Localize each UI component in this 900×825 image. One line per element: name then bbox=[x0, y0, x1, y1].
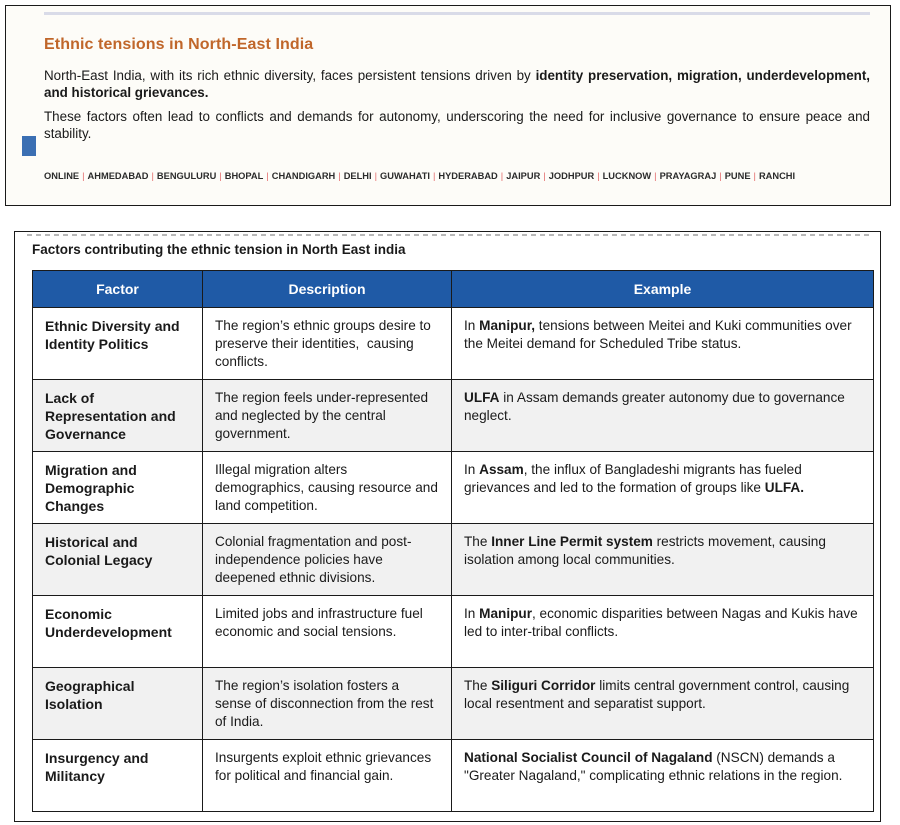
intro-paragraph bbox=[44, 67, 870, 101]
example-bold-text: Siliguri Corridor bbox=[491, 678, 596, 693]
intro-text: North-East India, with its rich ethnic diversity, faces persistent tensions driven by bbox=[44, 68, 536, 83]
city-separator: | bbox=[266, 171, 269, 181]
example-text: In bbox=[464, 462, 480, 477]
city-separator: | bbox=[597, 171, 600, 181]
intro-bold-text: identity preservation, migration, underdevelopment, and historical grievances. bbox=[44, 68, 871, 100]
city-item: BHOPAL bbox=[224, 171, 264, 181]
city-item: ONLINE bbox=[44, 171, 80, 181]
city-item: BENGULURU bbox=[156, 171, 217, 181]
city-item: HYDERABAD bbox=[438, 171, 498, 181]
description-cell: Illegal migration alters demographics, causing resource and land competition. bbox=[203, 452, 452, 524]
example-bold-text: Manipur, bbox=[479, 318, 536, 333]
example-cell bbox=[452, 596, 874, 668]
example-cell bbox=[452, 668, 874, 740]
summary-paragraph: These factors often lead to conflicts and demands for autonomy, underscoring the need for inclusive governance to ensure peace and stability. bbox=[44, 109, 870, 141]
table-row bbox=[33, 596, 874, 668]
example-bold-text: ULFA bbox=[464, 390, 500, 405]
city-item: JODHPUR bbox=[548, 171, 595, 181]
table-row bbox=[33, 308, 874, 380]
factor-cell: Historical and Colonial Legacy bbox=[33, 524, 203, 596]
example-text: In bbox=[464, 318, 480, 333]
description-cell: Colonial fragmentation and post-independence policies have deepened ethnic divisions. bbox=[203, 524, 452, 596]
header-factor: Factor bbox=[33, 271, 203, 308]
city-separator: | bbox=[500, 171, 504, 181]
factors-table bbox=[32, 270, 874, 812]
city-item: JAIPUR bbox=[506, 171, 541, 181]
side-marker bbox=[22, 136, 36, 156]
example-text: (NSCN) demands a "Greater Nagaland," complicating ethnic relations in the region. bbox=[464, 750, 843, 783]
factor-cell: Ethnic Diversity and Identity Politics bbox=[33, 308, 203, 380]
city-separator: | bbox=[753, 171, 756, 181]
example-bold-text: ULFA. bbox=[764, 480, 805, 495]
dotted-divider bbox=[27, 234, 872, 236]
table-title: Factors contributing the ethnic tension in North East india bbox=[32, 242, 406, 257]
city-item: DELHI bbox=[343, 171, 372, 181]
factor-cell: Migration and Demographic Changes bbox=[33, 452, 203, 524]
example-bold-text: Manipur bbox=[479, 606, 532, 621]
example-text: restricts movement, causing isolation among local communities. bbox=[464, 534, 826, 567]
description-cell: The region’s isolation fosters a sense of disconnection from the rest of India. bbox=[203, 668, 452, 740]
example-text: , the influx of Bangladeshi migrants has fueled grievances and led to the formation of groups like bbox=[464, 462, 802, 495]
example-bold-text: Inner Line Permit system bbox=[491, 534, 653, 549]
city-separator: | bbox=[432, 171, 436, 181]
example-text: The bbox=[464, 534, 492, 549]
example-text: In bbox=[464, 606, 480, 621]
city-item: LUCKNOW bbox=[602, 171, 652, 181]
example-cell bbox=[452, 308, 874, 380]
table-header-row bbox=[33, 271, 874, 308]
section-title: Ethnic tensions in North-East India bbox=[44, 36, 314, 53]
factor-cell: Economic Underdevelopment bbox=[33, 596, 203, 668]
table-row bbox=[33, 740, 874, 812]
city-separator: | bbox=[219, 171, 222, 181]
table-row bbox=[33, 668, 874, 740]
example-cell bbox=[452, 452, 874, 524]
description-cell: The region feels under-represented and neglected by the central government. bbox=[203, 380, 452, 452]
factor-cell: Lack of Representation and Governance bbox=[33, 380, 203, 452]
city-separator: | bbox=[151, 171, 154, 181]
city-separator: | bbox=[654, 171, 657, 181]
intro-panel bbox=[5, 5, 891, 206]
description-cell: Insurgents exploit ethnic grievances for political and financial gain. bbox=[203, 740, 452, 812]
example-text: in Assam demands greater autonomy due to governance neglect. bbox=[464, 390, 845, 423]
header-description: Description bbox=[203, 271, 452, 308]
table-panel bbox=[14, 231, 881, 822]
example-cell bbox=[452, 740, 874, 812]
city-item: AHMEDABAD bbox=[87, 171, 149, 181]
city-item: CHANDIGARH bbox=[271, 171, 336, 181]
table-row bbox=[33, 452, 874, 524]
example-cell bbox=[452, 380, 874, 452]
header-example: Example bbox=[452, 271, 874, 308]
factor-cell: Insurgency and Militancy bbox=[33, 740, 203, 812]
example-cell bbox=[452, 524, 874, 596]
city-list bbox=[44, 171, 874, 181]
city-separator: | bbox=[719, 171, 722, 181]
top-divider bbox=[44, 12, 870, 15]
example-bold-text: National Socialist Council of Nagaland bbox=[464, 750, 713, 765]
city-item: PRAYAGRAJ bbox=[659, 171, 717, 181]
city-separator: | bbox=[374, 171, 378, 181]
factor-cell: Geographical Isolation bbox=[33, 668, 203, 740]
city-item: RANCHI bbox=[758, 171, 796, 181]
table-row bbox=[33, 524, 874, 596]
example-bold-text: Assam bbox=[479, 462, 524, 477]
city-separator: | bbox=[543, 171, 546, 181]
description-cell: Limited jobs and infrastructure fuel economic and social tensions. bbox=[203, 596, 452, 668]
description-cell: The region’s ethnic groups desire to preserve their identities, causing conflicts. bbox=[203, 308, 452, 380]
city-separator: | bbox=[82, 171, 85, 181]
example-text: , economic disparities between Nagas and Kukis have led to inter-tribal conflicts. bbox=[464, 606, 858, 639]
city-separator: | bbox=[338, 171, 341, 181]
example-text: tensions between Meitei and Kuki communities over the Meitei demand for Scheduled Tribe status. bbox=[464, 318, 852, 351]
city-item: PUNE bbox=[724, 171, 751, 181]
example-text: limits central government control, causing local resentment and separatist support. bbox=[464, 678, 850, 711]
example-text: The bbox=[464, 678, 492, 693]
city-item: GUWAHATI bbox=[380, 171, 430, 181]
table-row bbox=[33, 380, 874, 452]
